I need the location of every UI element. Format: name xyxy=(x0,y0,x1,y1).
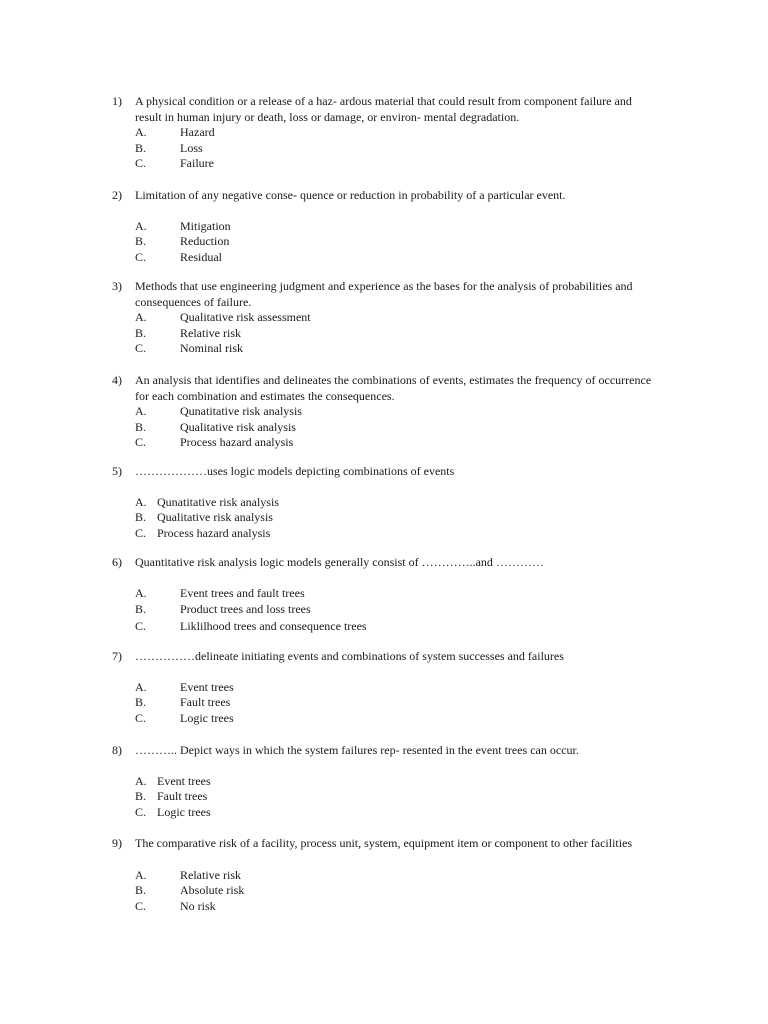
option-text: Reduction xyxy=(180,234,230,248)
question-5 xyxy=(112,464,652,541)
option-text: Loss xyxy=(180,140,203,155)
answer-options xyxy=(135,495,652,542)
option-text: Product trees and loss trees xyxy=(180,602,311,616)
answer-options xyxy=(135,868,652,915)
option-letter: B. xyxy=(135,234,147,248)
option-letter: B. xyxy=(135,419,147,434)
question-number: 3) xyxy=(112,279,122,293)
question-text: ……….. Depict ways in which the system failures rep- resented in the event trees can occur. xyxy=(135,743,579,757)
answer-options xyxy=(135,310,652,357)
question-number: 1) xyxy=(112,94,122,108)
option-text: No risk xyxy=(180,898,216,913)
option-c xyxy=(135,619,652,635)
option-b xyxy=(135,234,652,250)
option-letter: C. xyxy=(135,898,147,913)
option-text: Liklilhood trees and consequence trees xyxy=(180,618,367,633)
option-text: Relative risk xyxy=(180,325,241,340)
option-text: Fault trees xyxy=(157,789,208,803)
option-b xyxy=(135,510,652,526)
option-text: Qunatitative risk analysis xyxy=(157,494,279,509)
answer-options xyxy=(135,774,652,821)
option-text: Process hazard analysis xyxy=(157,525,271,540)
question-6 xyxy=(112,555,652,634)
option-letter: C. xyxy=(135,525,147,540)
option-letter: C. xyxy=(135,618,147,633)
option-text: Relative risk xyxy=(180,867,241,882)
option-letter: A. xyxy=(135,867,147,882)
option-c xyxy=(135,435,652,451)
answer-options xyxy=(135,219,652,266)
question-text: ……………delineate initiating events and combinations of system successes and failures xyxy=(135,649,564,663)
option-text: Qualitative risk analysis xyxy=(180,419,296,434)
option-letter: B. xyxy=(135,695,147,709)
option-text: Absolute risk xyxy=(180,883,245,897)
answer-options xyxy=(135,586,652,635)
option-b xyxy=(135,695,652,711)
answer-options xyxy=(135,125,652,172)
option-c xyxy=(135,899,652,915)
option-text: Hazard xyxy=(180,125,215,139)
option-c xyxy=(135,250,652,266)
option-c xyxy=(135,526,652,542)
option-b xyxy=(135,420,652,436)
option-a xyxy=(135,125,652,141)
question-number: 4) xyxy=(112,373,122,387)
option-letter: A. xyxy=(135,679,147,694)
option-text: Qualitative risk analysis xyxy=(157,510,273,524)
question-4 xyxy=(112,373,652,451)
option-letter: B. xyxy=(135,602,147,616)
question-number: 6) xyxy=(112,555,122,569)
question-text: Limitation of any negative conse- quence or reduction in probability of a particular event. xyxy=(135,188,566,202)
question-8 xyxy=(112,743,652,820)
option-letter: B. xyxy=(135,510,147,524)
question-2 xyxy=(112,188,652,265)
option-b xyxy=(135,326,652,342)
question-text: Quantitative risk analysis logic models generally consist of …………..and ………… xyxy=(135,555,544,569)
question-9 xyxy=(112,836,652,914)
option-letter: A. xyxy=(135,310,147,324)
question-text: ………………uses logic models depicting combinations of events xyxy=(135,464,455,478)
option-a xyxy=(135,219,652,235)
question-text: The comparative risk of a facility, process unit, system, equipment item or component to other facilities xyxy=(135,836,633,850)
option-letter: C. xyxy=(135,249,147,264)
question-text: Methods that use engineering judgment and experience as the bases for the analysis of probabilities and consequences of failure. xyxy=(135,279,633,309)
option-c xyxy=(135,341,652,357)
option-letter: A. xyxy=(135,585,147,600)
question-3 xyxy=(112,279,652,357)
option-text: Residual xyxy=(180,249,222,264)
option-text: Fault trees xyxy=(180,695,231,709)
option-a xyxy=(135,774,652,790)
answer-options xyxy=(135,680,652,727)
option-letter: C. xyxy=(135,156,147,170)
option-letter: B. xyxy=(135,325,147,340)
option-text: Logic trees xyxy=(157,804,211,819)
question-number: 7) xyxy=(112,649,122,663)
option-c xyxy=(135,711,652,727)
option-b xyxy=(135,883,652,899)
option-letter: B. xyxy=(135,883,147,897)
option-b xyxy=(135,789,652,805)
option-c xyxy=(135,156,652,172)
question-7 xyxy=(112,649,652,726)
option-a xyxy=(135,404,652,420)
question-text: A physical condition or a release of a haz- ardous material that could result from component failure and result in human injury or death, loss or damage, or environ- mental degradation. xyxy=(135,94,632,124)
option-a xyxy=(135,680,652,696)
question-text: An analysis that identifies and delineates the combinations of events, estimates the frequency of occurrence for each combination and estimates the consequences. xyxy=(135,373,652,403)
option-text: Event trees xyxy=(157,773,211,788)
option-text: Qualitative risk assessment xyxy=(180,310,311,324)
option-text: Mitigation xyxy=(180,218,231,233)
option-letter: A. xyxy=(135,218,147,233)
option-letter: A. xyxy=(135,125,147,139)
option-letter: C. xyxy=(135,341,147,355)
option-b xyxy=(135,141,652,157)
option-letter: C. xyxy=(135,435,147,449)
option-letter: B. xyxy=(135,140,147,155)
question-number: 8) xyxy=(112,743,122,757)
option-text: Failure xyxy=(180,156,214,170)
option-letter: C. xyxy=(135,710,147,725)
option-b xyxy=(135,602,652,619)
option-text: Process hazard analysis xyxy=(180,435,294,449)
option-text: Nominal risk xyxy=(180,341,243,355)
option-letter: A. xyxy=(135,404,147,418)
option-text: Event trees and fault trees xyxy=(180,585,305,600)
question-1 xyxy=(112,94,652,172)
option-letter: A. xyxy=(135,773,147,788)
option-letter: B. xyxy=(135,789,147,803)
option-letter: A. xyxy=(135,494,147,509)
answer-options xyxy=(135,404,652,451)
option-text: Qunatitative risk analysis xyxy=(180,404,302,418)
question-number: 9) xyxy=(112,836,122,850)
option-c xyxy=(135,805,652,821)
option-text: Logic trees xyxy=(180,710,234,725)
option-letter: C. xyxy=(135,804,147,819)
question-number: 5) xyxy=(112,464,122,478)
option-a xyxy=(135,586,652,603)
option-a xyxy=(135,310,652,326)
option-a xyxy=(135,868,652,884)
option-a xyxy=(135,495,652,511)
option-text: Event trees xyxy=(180,679,234,694)
question-number: 2) xyxy=(112,188,122,202)
